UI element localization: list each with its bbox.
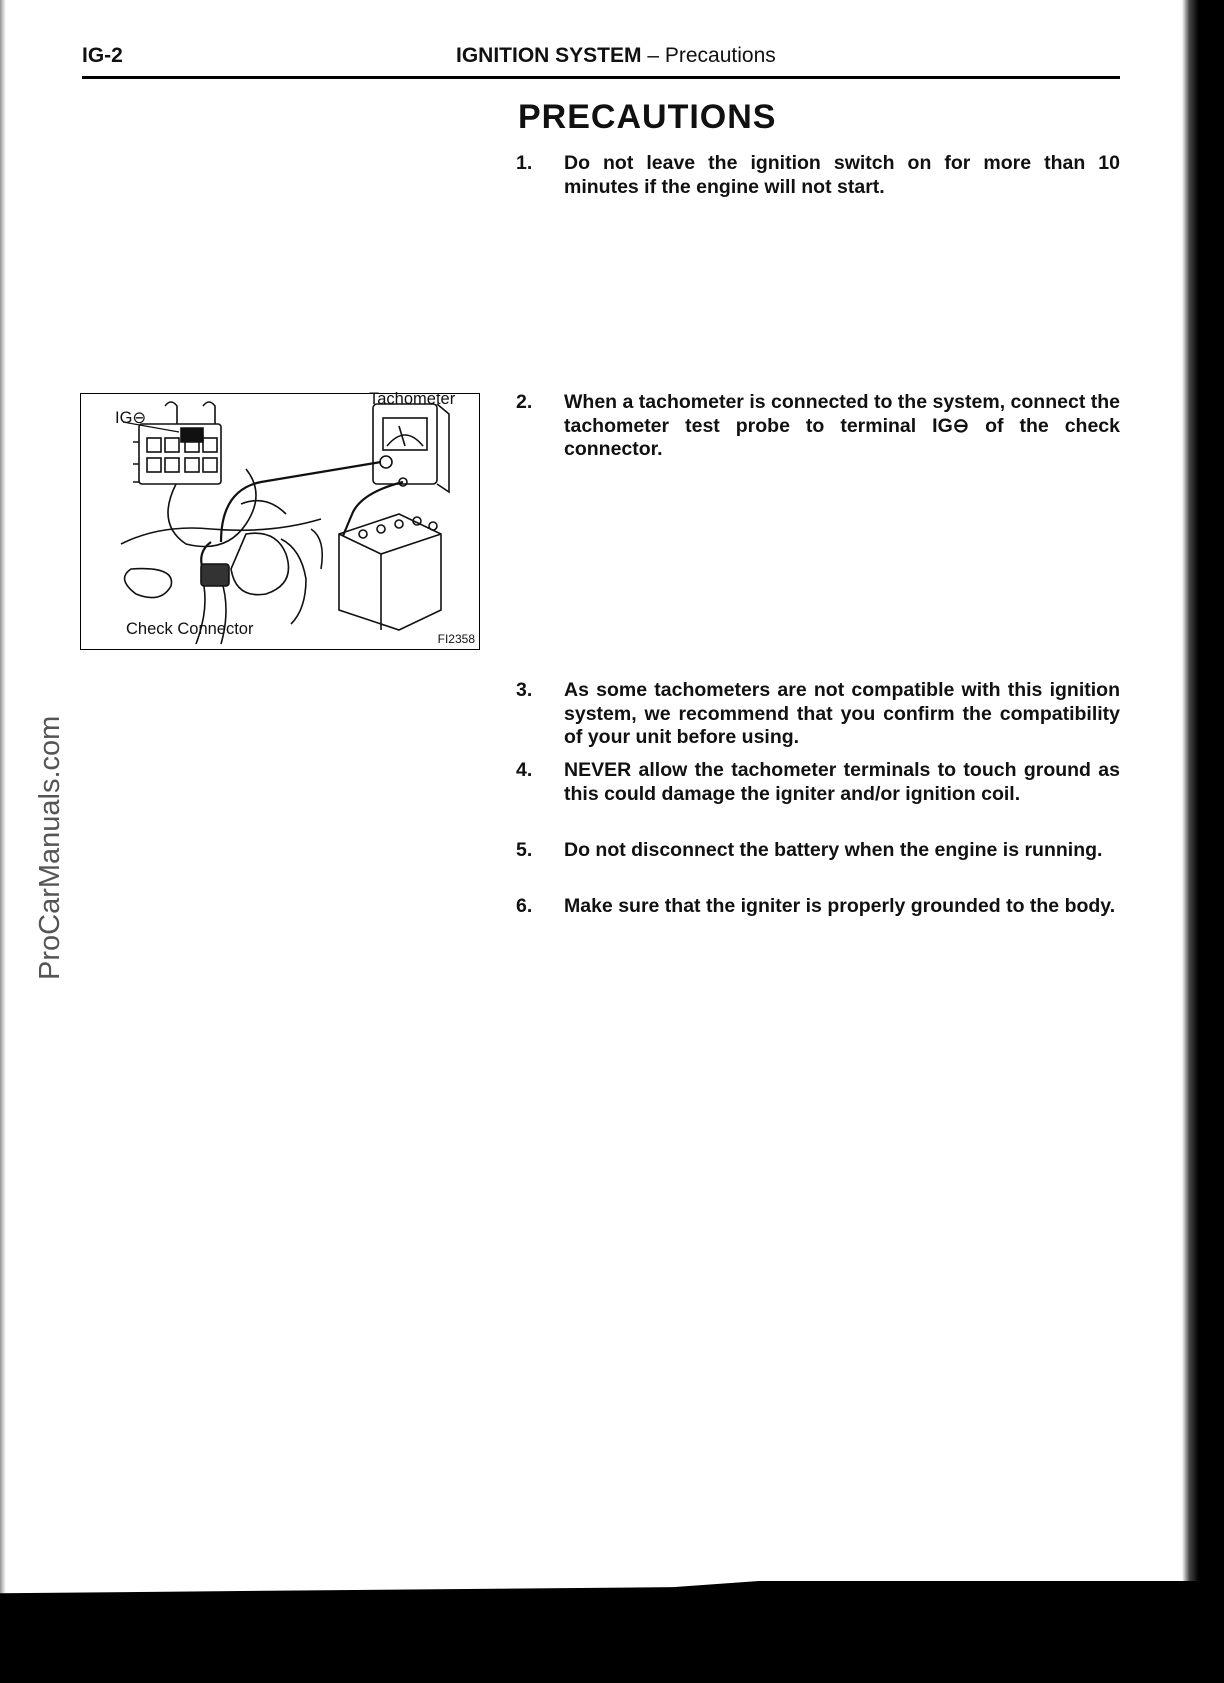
section-title-rest: – Precautions bbox=[641, 44, 776, 67]
item-text: NEVER allow the tachometer terminals to touch ground as this could damage the igniter and/or ignition coil. bbox=[564, 759, 1120, 805]
item-number: 4. bbox=[516, 759, 533, 781]
item-number: 6. bbox=[516, 895, 533, 917]
item-text: As some tachometers are not compatible with this ignition system, we recommend that you confirm the compatibility of your unit before using. bbox=[564, 679, 1120, 748]
section-title-bold: IGNITION SYSTEM bbox=[456, 44, 642, 67]
precaution-item bbox=[516, 839, 1120, 863]
item-number: 5. bbox=[516, 839, 533, 861]
precaution-item bbox=[516, 895, 1120, 919]
item-number: 1. bbox=[516, 152, 533, 174]
page-number: IG-2 bbox=[82, 44, 123, 67]
page-header bbox=[82, 40, 1120, 79]
section-title bbox=[456, 44, 776, 68]
item-text: When a tachometer is connected to the system, connect the tachometer test probe to terminal IG⊖ of the check connector. bbox=[564, 391, 1120, 460]
ig-terminal-label: IG⊖ bbox=[115, 409, 147, 427]
scan-left-edge bbox=[0, 0, 6, 1683]
item-text: Do not disconnect the battery when the engine is running. bbox=[564, 839, 1103, 861]
precaution-item bbox=[516, 759, 1120, 806]
scan-right-edge bbox=[1182, 0, 1224, 1683]
page-title: PRECAUTIONS bbox=[518, 98, 777, 136]
watermark: ProCarManuals.com bbox=[34, 715, 66, 980]
precaution-item bbox=[516, 391, 1120, 462]
tachometer-label: Tachometer bbox=[369, 390, 456, 408]
tachometer-connection-figure bbox=[80, 390, 480, 650]
item-text: Make sure that the igniter is properly grounded to the body. bbox=[564, 895, 1116, 917]
item-number: 2. bbox=[516, 391, 533, 413]
figure-code: FI2358 bbox=[437, 632, 475, 646]
check-connector-label: Check Connector bbox=[126, 620, 254, 638]
scan-bottom-edge bbox=[0, 1581, 1224, 1683]
item-text: Do not leave the ignition switch on for more than 10 minutes if the engine will not start. bbox=[564, 152, 1120, 198]
precaution-item bbox=[516, 679, 1120, 750]
precaution-item bbox=[516, 152, 1120, 199]
tachometer-illustration bbox=[81, 394, 479, 649]
item-number: 3. bbox=[516, 679, 533, 701]
